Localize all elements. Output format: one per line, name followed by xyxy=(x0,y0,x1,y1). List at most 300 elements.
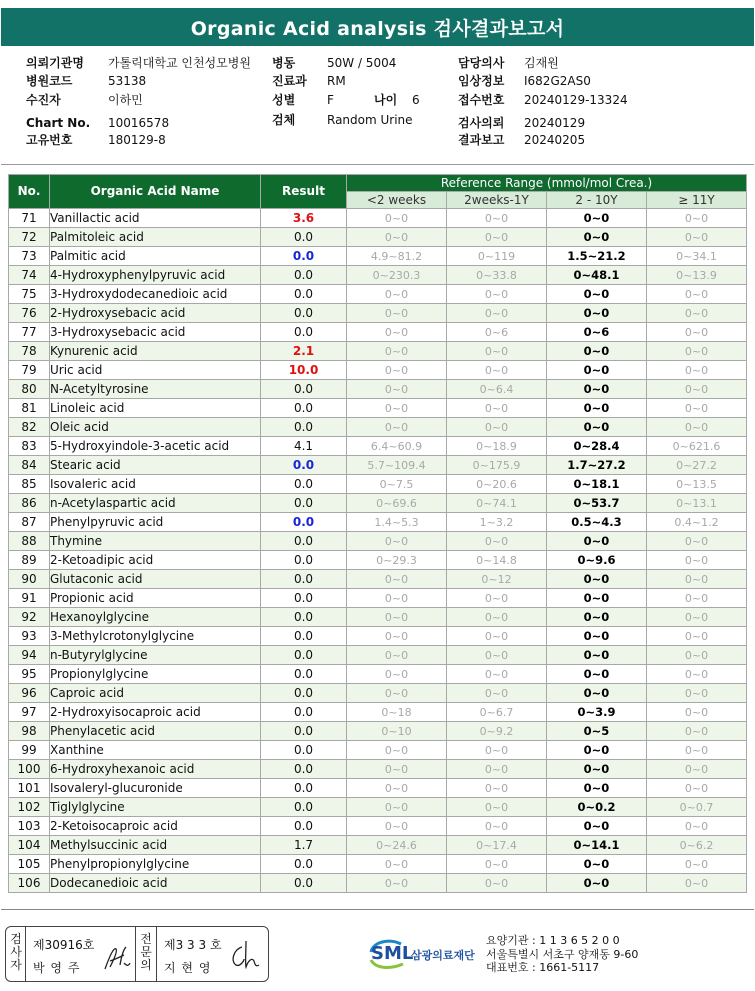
ref-2-10y: 0~0 xyxy=(547,646,647,665)
result-value xyxy=(261,266,347,285)
ref-lt2w: 0~0 xyxy=(347,608,447,627)
ref-2w-1y: 0~0 xyxy=(447,209,547,228)
ref-ge11y: 0~0 xyxy=(647,741,747,760)
ref-lt2w: 1.4~5.3 xyxy=(347,513,447,532)
acid-name: Methylsuccinic acid xyxy=(50,836,261,855)
ref-2-10y: 0~18.1 xyxy=(547,475,647,494)
result-text: 0.0 xyxy=(293,533,314,548)
table-row xyxy=(9,475,747,494)
ref-2-10y: 0~0 xyxy=(547,380,647,399)
ref-2w-1y: 0~0 xyxy=(447,798,547,817)
clinical-label: 임상정보 xyxy=(458,74,505,88)
result-value xyxy=(261,437,347,456)
org-name: 삼광의료재단 xyxy=(411,949,475,962)
row-number: 84 xyxy=(9,456,50,475)
acid-name: Kynurenic acid xyxy=(50,342,261,361)
ref-lt2w: 0~0 xyxy=(347,627,447,646)
ref-2-10y: 0~0 xyxy=(547,589,647,608)
ref-2-10y: 0~0 xyxy=(547,304,647,323)
ref-2-10y: 0~5 xyxy=(547,722,647,741)
results-table xyxy=(8,174,747,893)
ref-2w-1y: 0~0 xyxy=(447,228,547,247)
ref-2w-1y: 0~0 xyxy=(447,285,547,304)
ref-ge11y: 0~0 xyxy=(647,342,747,361)
ref-2-10y: 1.5~21.2 xyxy=(547,247,647,266)
table-row xyxy=(9,874,747,893)
row-number: 98 xyxy=(9,722,50,741)
hospital-code-value: 53138 xyxy=(108,74,147,88)
acid-name: Linoleic acid xyxy=(50,399,261,418)
result-text: 3.6 xyxy=(292,210,315,225)
table-row xyxy=(9,247,747,266)
patient-label: 수진자 xyxy=(26,93,61,107)
ref-lt2w: 0~0 xyxy=(347,285,447,304)
table-row xyxy=(9,285,747,304)
ref-2w-1y: 0~0 xyxy=(447,608,547,627)
logo-text: SML xyxy=(371,943,414,964)
ref-ge11y: 0~0 xyxy=(647,703,747,722)
ref-ge11y: 0~0 xyxy=(647,399,747,418)
table-row xyxy=(9,779,747,798)
row-number: 74 xyxy=(9,266,50,285)
ref-ge11y: 0~0 xyxy=(647,570,747,589)
table-row xyxy=(9,228,747,247)
table-row xyxy=(9,551,747,570)
ref-2w-1y: 0~0 xyxy=(447,589,547,608)
ref-2-10y: 0~0 xyxy=(547,855,647,874)
row-number: 88 xyxy=(9,532,50,551)
acid-name: Vanillactic acid xyxy=(50,209,261,228)
result-value xyxy=(261,342,347,361)
reviewer-name: 지 현 영 xyxy=(164,961,212,975)
row-number: 100 xyxy=(9,760,50,779)
result-text: 0.0 xyxy=(293,495,314,510)
row-number: 97 xyxy=(9,703,50,722)
acid-name: 3-Hydroxydodecanedioic acid xyxy=(50,285,261,304)
ref-ge11y: 0~0 xyxy=(647,285,747,304)
ref-lt2w: 0~0 xyxy=(347,874,447,893)
ref-ge11y: 0~0 xyxy=(647,304,747,323)
acid-name: Palmitoleic acid xyxy=(50,228,261,247)
row-number: 95 xyxy=(9,665,50,684)
acid-name: 6-Hydroxyhexanoic acid xyxy=(50,760,261,779)
ref-2-10y: 0~28.4 xyxy=(547,437,647,456)
table-row xyxy=(9,456,747,475)
ref-lt2w: 0~24.6 xyxy=(347,836,447,855)
result-text: 0.0 xyxy=(293,666,314,681)
table-row xyxy=(9,798,747,817)
ref-ge11y: 0~0 xyxy=(647,817,747,836)
acid-name: Dodecanedioic acid xyxy=(50,874,261,893)
result-value xyxy=(261,836,347,855)
result-text: 2.1 xyxy=(292,343,315,358)
specimen-label: 검체 xyxy=(272,113,296,127)
ref-2w-1y: 0~0 xyxy=(447,304,547,323)
ref-ge11y: 0~0 xyxy=(647,779,747,798)
result-text: 0.0 xyxy=(292,457,315,472)
result-text: 0.0 xyxy=(293,305,314,320)
row-number: 75 xyxy=(9,285,50,304)
unique-value: 180129-8 xyxy=(108,133,166,147)
ref-ge11y: 0~0 xyxy=(647,874,747,893)
ref-2-10y: 0~48.1 xyxy=(547,266,647,285)
result-value xyxy=(261,741,347,760)
table-row xyxy=(9,817,747,836)
patient-value: 이하민 xyxy=(108,93,143,107)
col-ref-lt2w: <2 weeks xyxy=(347,192,447,209)
examiner-signature xyxy=(102,943,132,973)
org-address: 서울특별시 서초구 양재동 9-60 xyxy=(486,947,639,961)
ref-2-10y: 0~0 xyxy=(547,285,647,304)
ref-lt2w: 0~0 xyxy=(347,209,447,228)
ref-2-10y: 0~14.1 xyxy=(547,836,647,855)
ref-2w-1y: 0~17.4 xyxy=(447,836,547,855)
ref-ge11y: 0~0 xyxy=(647,722,747,741)
result-text: 0.0 xyxy=(293,552,314,567)
result-text: 0.0 xyxy=(293,590,314,605)
row-number: 83 xyxy=(9,437,50,456)
ref-2w-1y: 0~0 xyxy=(447,627,547,646)
ref-ge11y: 0~0 xyxy=(647,418,747,437)
col-name: Organic Acid Name xyxy=(50,175,261,209)
acid-name: Propionylglycine xyxy=(50,665,261,684)
acid-name: 5-Hydroxyindole-3-acetic acid xyxy=(50,437,261,456)
row-number: 78 xyxy=(9,342,50,361)
age-label: 나이 xyxy=(374,93,398,107)
ref-ge11y: 0~0 xyxy=(647,589,747,608)
row-number: 96 xyxy=(9,684,50,703)
result-value xyxy=(261,456,347,475)
table-row xyxy=(9,684,747,703)
result-value xyxy=(261,722,347,741)
acid-name: N-Acetyltyrosine xyxy=(50,380,261,399)
result-text: 0.0 xyxy=(293,685,314,700)
result-text: 0.0 xyxy=(293,875,314,890)
ref-2w-1y: 0~6 xyxy=(447,323,547,342)
result-text: 0.0 xyxy=(293,818,314,833)
ref-ge11y: 0~0 xyxy=(647,361,747,380)
ref-2w-1y: 0~175.9 xyxy=(447,456,547,475)
result-value xyxy=(261,665,347,684)
dept-label: 진료과 xyxy=(272,74,307,88)
ref-ge11y: 0~0 xyxy=(647,684,747,703)
ref-2-10y: 0~0 xyxy=(547,741,647,760)
row-number: 90 xyxy=(9,570,50,589)
hospital-code-label: 병원코드 xyxy=(26,74,73,88)
ref-2-10y: 0~0 xyxy=(547,228,647,247)
org-info xyxy=(486,934,638,975)
result-text: 0.0 xyxy=(293,609,314,624)
result-value xyxy=(261,418,347,437)
row-number: 72 xyxy=(9,228,50,247)
result-text: 0.0 xyxy=(293,647,314,662)
specimen-value: Random Urine xyxy=(327,113,413,127)
table-row xyxy=(9,532,747,551)
acid-name: Palmitic acid xyxy=(50,247,261,266)
result-value xyxy=(261,209,347,228)
ref-ge11y: 0~0 xyxy=(647,760,747,779)
ref-ge11y: 0~13.1 xyxy=(647,494,747,513)
ref-2w-1y: 0~18.9 xyxy=(447,437,547,456)
row-number: 106 xyxy=(9,874,50,893)
ref-lt2w: 0~0 xyxy=(347,342,447,361)
result-value xyxy=(261,323,347,342)
acid-name: Isovaleryl-glucuronide xyxy=(50,779,261,798)
ref-lt2w: 5.7~109.4 xyxy=(347,456,447,475)
acid-name: 3-Methylcrotonylglycine xyxy=(50,627,261,646)
receipt-value: 20240129-13324 xyxy=(524,93,628,107)
row-number: 71 xyxy=(9,209,50,228)
examiner-number: 제30916호 xyxy=(33,938,95,952)
acid-name: n-Acetylaspartic acid xyxy=(50,494,261,513)
ref-2-10y: 0~0 xyxy=(547,570,647,589)
ref-2w-1y: 0~0 xyxy=(447,646,547,665)
row-number: 85 xyxy=(9,475,50,494)
ref-ge11y: 0~0 xyxy=(647,228,747,247)
col-ref-ge11y: ≥ 11Y xyxy=(647,192,747,209)
ref-2-10y: 0~0 xyxy=(547,342,647,361)
examiner-name: 박 영 주 xyxy=(33,961,81,975)
ref-lt2w: 0~0 xyxy=(347,399,447,418)
unique-label: 고유번호 xyxy=(26,133,73,147)
acid-name: 2-Ketoadipic acid xyxy=(50,551,261,570)
request-value: 20240129 xyxy=(524,116,586,130)
ref-lt2w: 0~0 xyxy=(347,418,447,437)
col-result: Result xyxy=(261,175,347,209)
result-value xyxy=(261,646,347,665)
ref-2-10y: 0~0 xyxy=(547,399,647,418)
table-row xyxy=(9,209,747,228)
result-text: 0.0 xyxy=(293,476,314,491)
ref-lt2w: 0~0 xyxy=(347,532,447,551)
col-reference-range: Reference Range (mmol/mol Crea.) xyxy=(347,175,747,192)
reviewer-number: 제3 3 3 호 xyxy=(164,938,222,952)
result-text: 0.0 xyxy=(292,248,315,263)
ref-2w-1y: 0~0 xyxy=(447,855,547,874)
ref-2w-1y: 0~0 xyxy=(447,741,547,760)
result-value xyxy=(261,475,347,494)
ref-2-10y: 1.7~27.2 xyxy=(547,456,647,475)
table-row xyxy=(9,361,747,380)
ref-ge11y: 0~0 xyxy=(647,380,747,399)
result-text: 0.0 xyxy=(293,267,314,282)
result-value xyxy=(261,494,347,513)
acid-name: Oleic acid xyxy=(50,418,261,437)
result-value xyxy=(261,570,347,589)
table-row xyxy=(9,418,747,437)
result-value xyxy=(261,228,347,247)
result-report-label: 결과보고 xyxy=(458,133,505,147)
ref-2-10y: 0~0 xyxy=(547,532,647,551)
acid-name: Stearic acid xyxy=(50,456,261,475)
table-row xyxy=(9,437,747,456)
row-number: 93 xyxy=(9,627,50,646)
result-text: 0.0 xyxy=(293,229,314,244)
ref-ge11y: 0~0 xyxy=(647,323,747,342)
ref-2w-1y: 0~0 xyxy=(447,399,547,418)
ref-lt2w: 0~0 xyxy=(347,228,447,247)
result-value xyxy=(261,760,347,779)
table-row xyxy=(9,722,747,741)
ref-2-10y: 0~6 xyxy=(547,323,647,342)
ref-lt2w: 0~0 xyxy=(347,323,447,342)
receipt-label: 접수번호 xyxy=(458,93,505,107)
acid-name: Isovaleric acid xyxy=(50,475,261,494)
result-text: 4.1 xyxy=(293,438,314,453)
ref-ge11y: 0~0 xyxy=(647,855,747,874)
acid-name: Glutaconic acid xyxy=(50,570,261,589)
ref-2w-1y: 0~20.6 xyxy=(447,475,547,494)
acid-name: 2-Hydroxyisocaproic acid xyxy=(50,703,261,722)
ref-lt2w: 0~0 xyxy=(347,855,447,874)
ref-lt2w: 0~18 xyxy=(347,703,447,722)
ref-ge11y: 0~6.2 xyxy=(647,836,747,855)
result-text: 0.0 xyxy=(293,324,314,339)
result-value xyxy=(261,817,347,836)
age-value: 6 xyxy=(412,93,420,107)
chart-value: 10016578 xyxy=(108,116,170,130)
ref-2w-1y: 0~0 xyxy=(447,817,547,836)
divider xyxy=(1,164,754,165)
signature-box xyxy=(5,926,269,982)
acid-name: Tiglylglycine xyxy=(50,798,261,817)
table-row xyxy=(9,570,747,589)
ref-2w-1y: 0~0 xyxy=(447,342,547,361)
col-ref-2w-1y: 2weeks-1Y xyxy=(447,192,547,209)
result-value xyxy=(261,684,347,703)
result-text: 0.0 xyxy=(292,514,315,529)
request-label: 검사의뢰 xyxy=(458,116,505,130)
table-row xyxy=(9,266,747,285)
ref-ge11y: 0~0 xyxy=(647,209,747,228)
ref-lt2w: 0~0 xyxy=(347,304,447,323)
ref-lt2w: 0~0 xyxy=(347,665,447,684)
ref-2w-1y: 1~3.2 xyxy=(447,513,547,532)
ref-2-10y: 0~0 xyxy=(547,418,647,437)
ref-lt2w: 0~0 xyxy=(347,760,447,779)
ref-ge11y: 0~0 xyxy=(647,665,747,684)
table-row xyxy=(9,323,747,342)
result-value xyxy=(261,551,347,570)
ref-ge11y: 0~34.1 xyxy=(647,247,747,266)
footer-divider xyxy=(1,909,754,910)
ref-2-10y: 0~0 xyxy=(547,627,647,646)
result-value xyxy=(261,513,347,532)
result-text: 0.0 xyxy=(293,419,314,434)
ref-lt2w: 0~0 xyxy=(347,380,447,399)
dept-value: RM xyxy=(327,74,346,88)
ref-ge11y: 0.4~1.2 xyxy=(647,513,747,532)
ref-2-10y: 0~0 xyxy=(547,361,647,380)
ref-ge11y: 0~13.9 xyxy=(647,266,747,285)
ref-lt2w: 0~0 xyxy=(347,361,447,380)
table-row xyxy=(9,380,747,399)
result-value xyxy=(261,627,347,646)
row-number: 86 xyxy=(9,494,50,513)
table-row xyxy=(9,494,747,513)
acid-name: Uric acid xyxy=(50,361,261,380)
chart-label: Chart No. xyxy=(26,116,91,130)
result-text: 0.0 xyxy=(293,780,314,795)
table-row xyxy=(9,304,747,323)
table-row xyxy=(9,627,747,646)
ref-2-10y: 0~0 xyxy=(547,817,647,836)
ref-2w-1y: 0~9.2 xyxy=(447,722,547,741)
result-value xyxy=(261,855,347,874)
result-text: 1.7 xyxy=(293,837,314,852)
ref-2w-1y: 0~0 xyxy=(447,874,547,893)
table-row xyxy=(9,665,747,684)
ref-ge11y: 0~0 xyxy=(647,627,747,646)
ref-lt2w: 0~69.6 xyxy=(347,494,447,513)
table-row xyxy=(9,513,747,532)
table-row xyxy=(9,855,747,874)
ref-lt2w: 6.4~60.9 xyxy=(347,437,447,456)
ref-2-10y: 0~53.7 xyxy=(547,494,647,513)
ref-2-10y: 0~0 xyxy=(547,665,647,684)
acid-name: 3-Hydroxysebacic acid xyxy=(50,323,261,342)
row-number: 91 xyxy=(9,589,50,608)
ref-ge11y: 0~0 xyxy=(647,608,747,627)
table-row xyxy=(9,646,747,665)
ref-lt2w: 4.9~81.2 xyxy=(347,247,447,266)
row-number: 99 xyxy=(9,741,50,760)
doctor-label: 담당의사 xyxy=(458,56,505,70)
acid-name: Thymine xyxy=(50,532,261,551)
table-row xyxy=(9,342,747,361)
table-row xyxy=(9,608,747,627)
ref-2-10y: 0~0 xyxy=(547,684,647,703)
ref-2-10y: 0~0 xyxy=(547,874,647,893)
reviewer-label: 전문의 xyxy=(140,932,152,972)
examiner-label: 검사자 xyxy=(10,932,22,972)
row-number: 103 xyxy=(9,817,50,836)
result-value xyxy=(261,798,347,817)
ref-2-10y: 0~9.6 xyxy=(547,551,647,570)
acid-name: 2-Ketoisocaproic acid xyxy=(50,817,261,836)
ref-lt2w: 0~0 xyxy=(347,741,447,760)
ref-lt2w: 0~29.3 xyxy=(347,551,447,570)
acid-name: Hexanoylglycine xyxy=(50,608,261,627)
ref-2-10y: 0.5~4.3 xyxy=(547,513,647,532)
ref-ge11y: 0~621.6 xyxy=(647,437,747,456)
row-number: 73 xyxy=(9,247,50,266)
acid-name: 4-Hydroxyphenylpyruvic acid xyxy=(50,266,261,285)
acid-name: n-Butyrylglycine xyxy=(50,646,261,665)
ref-2w-1y: 0~74.1 xyxy=(447,494,547,513)
sml-logo xyxy=(367,934,485,974)
row-number: 77 xyxy=(9,323,50,342)
ref-lt2w: 0~230.3 xyxy=(347,266,447,285)
result-value xyxy=(261,247,347,266)
result-value xyxy=(261,608,347,627)
org-phone: 대표번호 : 1661-5117 xyxy=(486,961,600,974)
ref-ge11y: 0~0 xyxy=(647,646,747,665)
ref-2w-1y: 0~0 xyxy=(447,760,547,779)
result-text: 0.0 xyxy=(293,400,314,415)
result-value xyxy=(261,874,347,893)
institution-value: 가톨릭대학교 인천성모병원 xyxy=(108,56,251,70)
row-number: 76 xyxy=(9,304,50,323)
ref-ge11y: 0~0 xyxy=(647,551,747,570)
acid-name: 2-Hydroxysebacic acid xyxy=(50,304,261,323)
result-value xyxy=(261,703,347,722)
ref-2w-1y: 0~0 xyxy=(447,779,547,798)
report-title: Organic Acid analysis 검사결과보고서 xyxy=(1,8,754,46)
result-text: 0.0 xyxy=(293,286,314,301)
row-number: 82 xyxy=(9,418,50,437)
institution-label: 의뢰기관명 xyxy=(26,56,84,70)
